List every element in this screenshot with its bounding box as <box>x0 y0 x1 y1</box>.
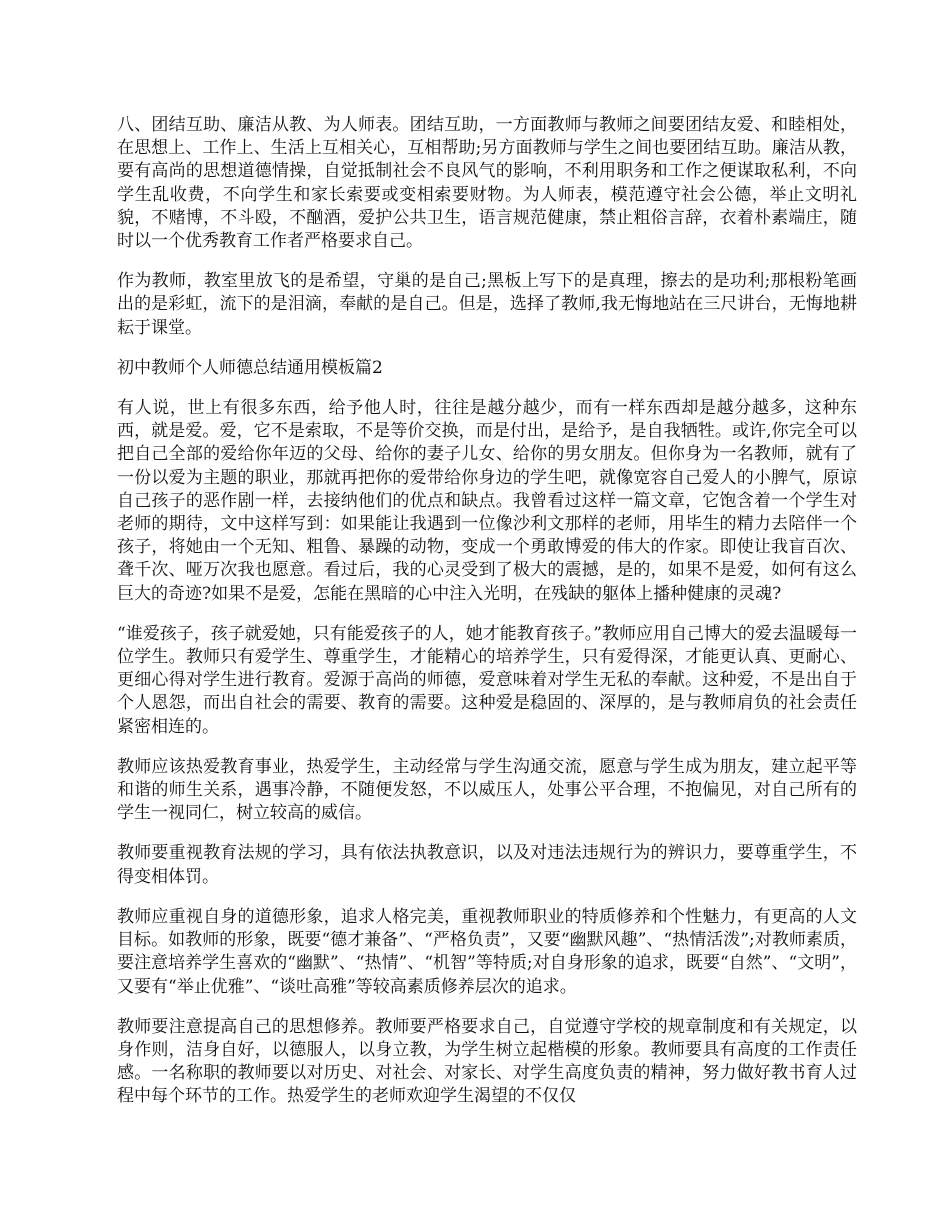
paragraph-integrity: 八、团结互助、廉洁从教、为人师表。团结互助，一方面教师与教师之间要团结友爱、和睦相处，在思想上、工作上、生活上互相关心，互相帮助;另方面教师与学生之间也要团结互助。廉洁从教，要有高尚的思想道德情操，自觉抵制社会不良风气的影响，不利用职务和工作之便谋取私利，不向学生乱收费，不向学生和家长索要或变相索要财物。为人师表，模范遵守社会公德，举止文明礼貌，不赌博，不斗殴，不酗酒，爱护公共卫生，语言规范健康，禁止粗俗言辞，衣着朴素端庄，随时以一个优秀教育工作者严格要求自己。 <box>117 115 857 252</box>
paragraph-love: 有人说，世上有很多东西，给予他人时，往往是越分越少，而有一样东西却是越分越多，这种东西，就是爱。爱，它不是索取，不是等价交换，而是付出，是给予，是自我牺牲。或许,你完全可以把自己全部的爱给你年迈的父母、给你的妻子儿女、给你的男女朋友。但你身为一名教师，就有了一份以爱为主题的职业，那就再把你的爱带给你身边的学生吧，就像宽容自己爱人的小脾气，原谅自己孩子的恶作剧一样，去接纳他们的优点和缺点。我曾看过这样一篇文章，它饱含着一个学生对老师的期待，文中这样写到：如果能让我遇到一位像沙利文那样的老师，用毕生的精力去陪伴一个孩子，将她由一个无知、粗鲁、暴躁的动物，变成一个勇敢博爱的伟大的作家。即使让我盲百次、聋千次、哑万次我也愿意。看过后，我的心灵受到了极大的震撼，是的，如果不是爱，如何有这么巨大的奇迹?如果不是爱，怎能在黑暗的心中注入光明，在残缺的躯体上播种健康的灵魂? <box>117 398 857 604</box>
document-body <box>117 114 857 1126</box>
paragraph-moral-image: 教师应重视自身的道德形象，追求人格完美，重视教师职业的特质修养和个性魅力，有更高的人文目标。如教师的形象，既要“德才兼备”、“严格负责”，又要“幽默风趣”、“热情活泼”;对教师素质，要注意培养学生喜欢的“幽默”、“热情”、“机智”等特质;对自身形象的追求，既要“自然”、“文明”，又要有“举止优雅”、“谈吐高雅”等较高素质修养层次的追求。 <box>117 906 857 997</box>
paragraph-dedication: 作为教师，教室里放飞的是希望，守巢的是自己;黑板上写下的是真理，擦去的是功利;那根粉笔画出的是彩虹，流下的是泪滴，奉献的是自己。但是，选择了教师,我无悔地站在三尺讲台，无悔地耕耘于课堂。 <box>117 271 858 338</box>
paragraph-love-children: “谁爱孩子，孩子就爱她，只有能爱孩子的人，她才能教育孩子。”教师应用自己博大的爱去温暖每一位学生。教师只有爱学生、尊重学生，才能精心的培养学生，只有爱得深，才能更认真、更耐心、更细心得对学生进行教育。爱源于高尚的师德，爱意味着对学生无私的奉献。这种爱，不是出自于个人恩怨，而出自社会的需要、教育的需要。这种爱是稳固的、深厚的，是与教师肩负的社会责任紧密相连的。 <box>117 623 857 737</box>
section-heading: 初中教师个人师德总结通用模板篇2 <box>117 357 383 378</box>
paragraph-self-cultivation: 教师要注意提高自己的思想修养。教师要严格要求自己，自觉遵守学校的规章制度和有关规定，以身作则，洁身自好，以德服人，以身立教，为学生树立起楷模的形象。教师要具有高度的工作责任感。一名称职的教师要以对历史、对社会、对家长、对学生高度负责的精神，努力做好教书育人过程中每个环节的工作。热爱学生的老师欢迎学生渴望的不仅仅 <box>117 1016 857 1107</box>
paragraph-respect-students: 教师应该热爱教育事业，热爱学生，主动经常与学生沟通交流，愿意与学生成为朋友，建立起平等和谐的师生关系，遇事冷静，不随便发怒，不以威压人，处事公平合理，不抱偏见，对自己所有的学生一视同仁，树立较高的威信。 <box>117 756 857 824</box>
paragraph-education-law: 教师要重视教育法规的学习，具有依法执教意识，以及对违法违规行为的辨识力，要尊重学生，不得变相体罚。 <box>117 843 857 887</box>
